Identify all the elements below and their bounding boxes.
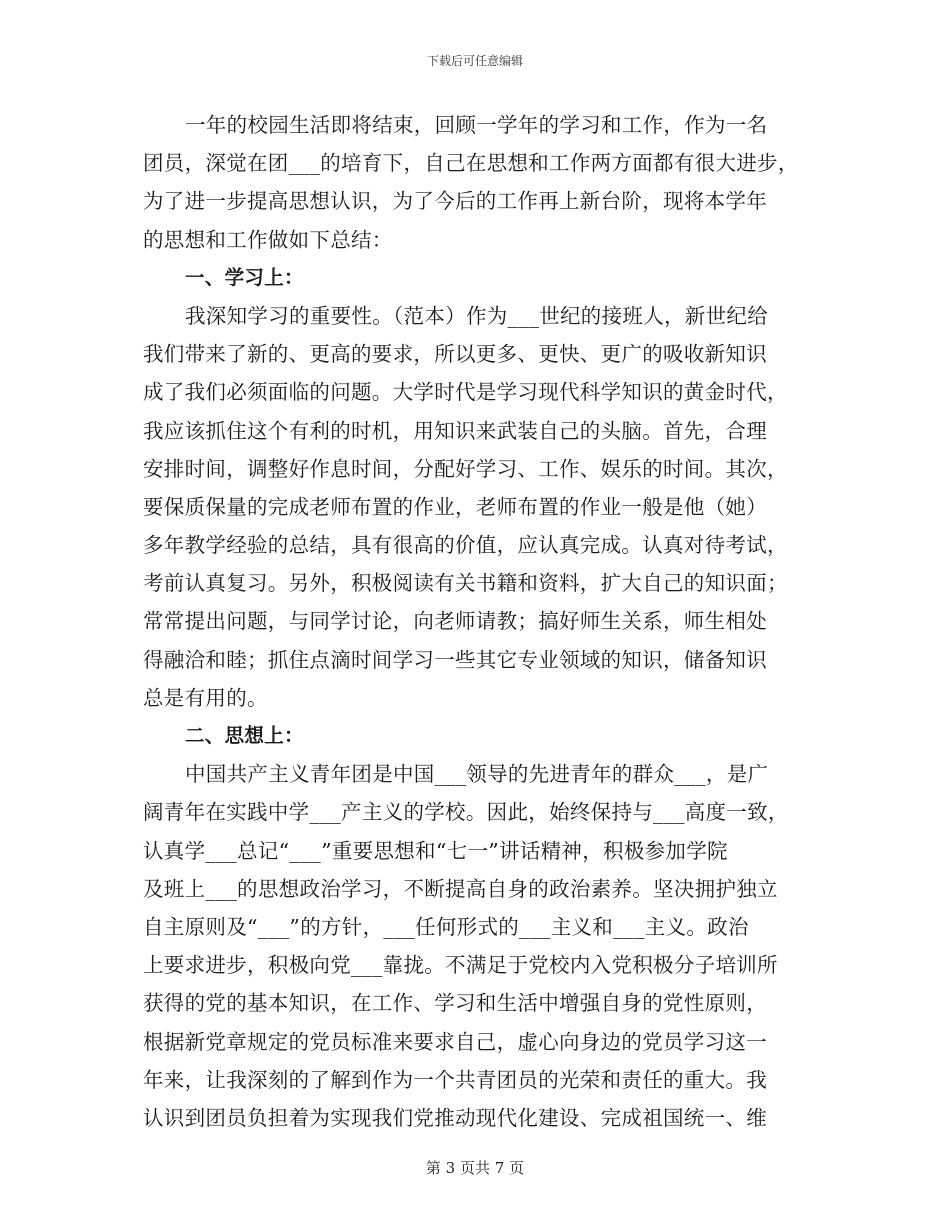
paragraph-line: 阔青年在实践中学___产主义的学校。因此，始终保持与___高度一致， xyxy=(143,800,789,825)
intro-line: 的思想和工作做如下总结： xyxy=(143,227,393,252)
paragraph-line: 常常提出问题，与同学讨论，向老师请教；搞好师生关系，师生相处 xyxy=(143,609,767,634)
paragraph-line: 要保质保量的完成老师布置的作业，老师布置的作业一般是他（她） xyxy=(143,494,767,519)
section-heading-study: 一、学习上： xyxy=(185,265,304,289)
paragraph-line: 我们带来了新的、更高的要求，所以更多、更快、更广的吸收新知识 xyxy=(143,342,767,367)
page-number-footer: 第 3 页共 7 页 xyxy=(425,1159,525,1177)
page-header: 下载后可任意编辑 xyxy=(426,54,523,68)
paragraph-line: 年来，让我深刻的了解到作为一个共青团员的光荣和责任的重大。我 xyxy=(143,1067,767,1092)
paragraph-line: 得融洽和睦；抓住点滴时间学习一些其它专业领域的知识，储备知识 xyxy=(143,647,767,672)
paragraph-line: 我应该抓住这个有利的时机，用知识来武装自己的头脑。首先，合理 xyxy=(143,418,767,443)
paragraph-line: 成了我们必须面临的问题。大学时代是学习现代科学知识的黄金时代， xyxy=(143,380,788,405)
intro-line: 团员，深觉在团___的培育下，自己在思想和工作两方面都有很大进步， xyxy=(143,151,799,176)
paragraph-line: 及班上___的思想政治学习，不断提高自身的政治素养。坚决拥护独立 xyxy=(143,876,778,901)
section-heading-thought: 二、思想上： xyxy=(185,724,304,747)
paragraph-line: 获得的党的基本知识，在工作、学习和生活中增强自身的党性原则， xyxy=(143,991,767,1016)
paragraph-line: 多年教学经验的总结，具有很高的价值，应认真完成。认真对待考试， xyxy=(143,533,788,558)
document-body xyxy=(143,106,815,1137)
paragraph-line: 认识到团员负担着为实现我们党推动现代化建设、完成祖国统一、维 xyxy=(143,1105,767,1130)
paragraph-line: 考前认真复习。另外，积极阅读有关书籍和资料，扩大自己的知识面； xyxy=(143,571,788,596)
paragraph-line: 安排时间，调整好作息时间，分配好学习、工作、娱乐的时间。其次， xyxy=(143,456,788,481)
paragraph-line: 中国共产主义青年团是中国___领导的先进青年的群众___，是广 xyxy=(185,762,769,787)
paragraph-line: 总是有用的。 xyxy=(143,685,268,710)
intro-line: 为了进一步提高思想认识，为了今后的工作再上新台阶，现将本学年 xyxy=(143,189,767,214)
intro-line: 一年的校园生活即将结束，回顾一学年的学习和工作，作为一名 xyxy=(185,113,768,137)
paragraph-line: 认真学___总记“___”重要思想和“七一”讲话精神，积极参加学院 xyxy=(143,838,728,863)
paragraph-line: 我深知学习的重要性。（范本）作为___世纪的接班人，新世纪给 xyxy=(185,303,768,328)
paragraph-line: 上要求进步，积极向党___靠拢。不满足于党校内入党积极分子培训所 xyxy=(143,953,778,978)
paragraph-line: 自主原则及“___”的方针，___任何形式的___主义和___主义。政治 xyxy=(143,914,749,939)
paragraph-line: 根据新党章规定的党员标准来要求自己，虚心向身边的党员学习这一 xyxy=(143,1029,767,1054)
